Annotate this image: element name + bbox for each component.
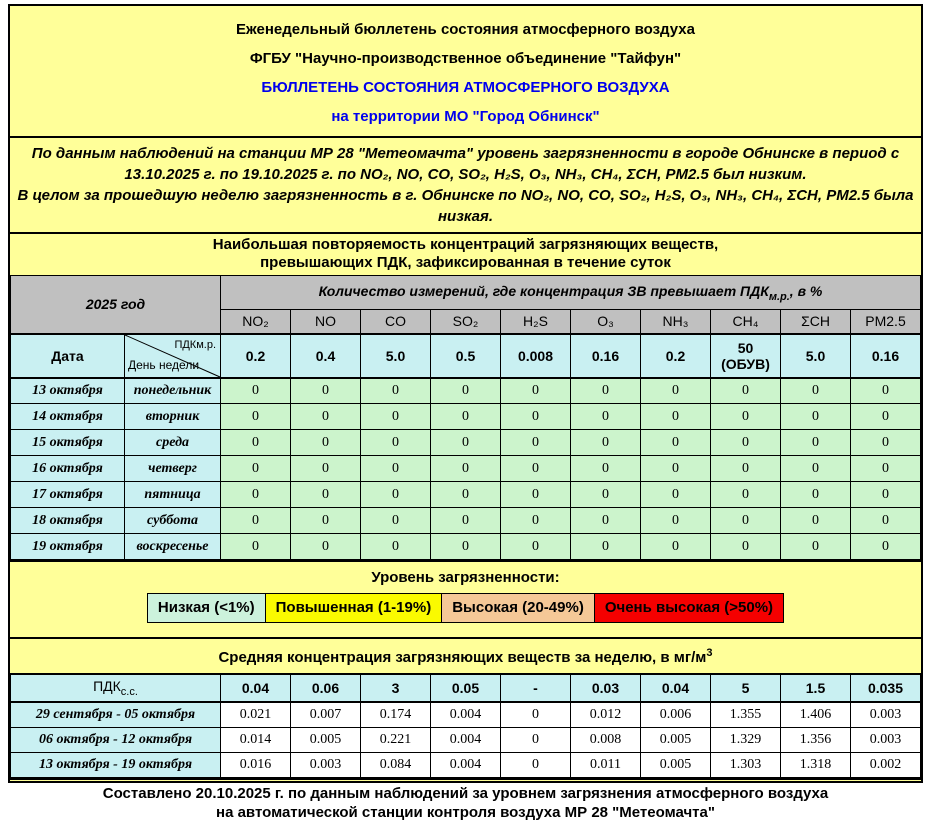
average-value-cell: 1.355	[711, 702, 781, 727]
exceedance-value-cell: 0	[571, 534, 641, 560]
pdk-mr-value-cell: 0.008	[501, 334, 571, 378]
measurements-header-cell	[221, 276, 921, 310]
average-value-cell: 0.004	[431, 727, 501, 752]
exceedance-value-cell: 0	[851, 508, 921, 534]
pdk-ss-value-cell: 1.5	[781, 674, 851, 702]
exceedance-value-cell: 0	[291, 378, 361, 404]
average-value-cell: 0.012	[571, 702, 641, 727]
exceedance-value-cell: 0	[361, 430, 431, 456]
week-period-cell: 29 сентября - 05 октября	[11, 702, 221, 727]
pdk-mr-row	[11, 334, 921, 378]
legend-item-label: Повышенная (1-19%)	[275, 599, 432, 616]
daily-row	[11, 534, 921, 560]
legend-scale	[10, 593, 921, 623]
exceedance-value-cell: 0	[431, 508, 501, 534]
diagonal-split-cell	[125, 334, 221, 378]
bulletin-title: БЮЛЛЕТЕНЬ СОСТОЯНИЯ АТМОСФЕРНОГО ВОЗДУХА	[261, 79, 670, 96]
exceedance-value-cell: 0	[361, 456, 431, 482]
average-value-cell: 0.007	[291, 702, 361, 727]
date-cell: 15 октября	[11, 430, 125, 456]
exceedance-value-cell: 0	[571, 456, 641, 482]
weekly-rows-body	[11, 702, 921, 777]
exceedance-value-cell: 0	[361, 482, 431, 508]
pdk-mr-label: ПДКм.р.	[174, 338, 216, 351]
pollution-level-legend	[10, 560, 921, 637]
exceedance-value-cell: 0	[431, 430, 501, 456]
exceedance-value-cell: 0	[291, 508, 361, 534]
exceedance-table-title	[10, 232, 921, 275]
average-value-cell: 0.003	[851, 702, 921, 727]
pdk-ss-value-cell: 0.04	[221, 674, 291, 702]
summary-line-1: По данным наблюдений на станции МР 28 "Метеомачта" уровень загрязненности в городе Обнинске в период с 13.10.2025 г. по 19.10.2025 г. по NO₂, NO, CO, SO₂, H₂S, O₃, NH₃, CH₄, ΣCH, PM2.5 был низким.	[31, 145, 900, 183]
daily-row	[11, 508, 921, 534]
exceedance-value-cell: 0	[361, 404, 431, 430]
pollutant-column-header: ΣCH	[781, 310, 851, 334]
exceedance-value-cell: 0	[851, 456, 921, 482]
footer-line-2: на автоматической станции контроля воздуха МР 28 "Метеомачта"	[216, 803, 715, 821]
average-value-cell: 0	[501, 727, 571, 752]
exceedance-value-cell: 0	[501, 482, 571, 508]
weekday-cell: пятница	[125, 482, 221, 508]
legend-item-label: Низкая (<1%)	[157, 599, 255, 616]
daily-row	[11, 378, 921, 404]
date-cell: 17 октября	[11, 482, 125, 508]
exceedance-value-cell: 0	[571, 378, 641, 404]
pollutant-column-header: O₃	[571, 310, 641, 334]
exceedance-value-cell: 0	[501, 456, 571, 482]
day-of-week-label: День недели	[128, 357, 200, 372]
exceedance-value-cell: 0	[641, 534, 711, 560]
exceedance-value-cell: 0	[781, 534, 851, 560]
weekday-cell: суббота	[125, 508, 221, 534]
exceedance-table	[10, 275, 921, 560]
exceedance-value-cell: 0	[431, 534, 501, 560]
pdk-ss-value-cell: 0.04	[641, 674, 711, 702]
average-value-cell: 0.003	[291, 752, 361, 777]
measurements-header-subscript: м.р.	[768, 290, 790, 303]
weekly-row	[11, 727, 921, 752]
pollutant-column-header: H₂S	[501, 310, 571, 334]
exceedance-value-cell: 0	[501, 404, 571, 430]
measurements-header-row	[11, 276, 921, 310]
average-value-cell: 1.406	[781, 702, 851, 727]
exceedance-value-cell: 0	[571, 508, 641, 534]
pollutant-column-header: NO	[291, 310, 361, 334]
daily-rows-body	[11, 378, 921, 560]
exceedance-value-cell: 0	[571, 430, 641, 456]
weekday-cell: воскресенье	[125, 534, 221, 560]
exceedance-value-cell: 0	[291, 430, 361, 456]
year-cell: 2025 год	[11, 276, 221, 334]
exceedance-value-cell: 0	[571, 404, 641, 430]
weekly-average-table-title	[10, 637, 921, 673]
average-value-cell: 0.021	[221, 702, 291, 727]
exceedance-value-cell: 0	[781, 430, 851, 456]
date-cell: 18 октября	[11, 508, 125, 534]
pdk-mr-value-cell: 0.2	[221, 334, 291, 378]
exceedance-value-cell: 0	[711, 404, 781, 430]
pdk-ss-row	[11, 674, 921, 702]
weekday-cell: вторник	[125, 404, 221, 430]
exceedance-value-cell: 0	[781, 378, 851, 404]
average-title-text: Средняя концентрация загрязняющих веществ за неделю, в мг/м	[218, 649, 707, 666]
exceedance-value-cell: 0	[501, 430, 571, 456]
document-footer	[10, 778, 921, 826]
document-header	[10, 6, 921, 136]
exceedance-value-cell: 0	[711, 508, 781, 534]
exceedance-value-cell: 0	[711, 456, 781, 482]
exceedance-value-cell: 0	[291, 482, 361, 508]
exceedance-value-cell: 0	[501, 534, 571, 560]
average-value-cell: 1.356	[781, 727, 851, 752]
average-value-cell: 0.016	[221, 752, 291, 777]
exceedance-value-cell: 0	[851, 404, 921, 430]
date-header-cell: Дата	[11, 334, 125, 378]
exceedance-value-cell: 0	[501, 378, 571, 404]
exceedance-value-cell: 0	[221, 456, 291, 482]
exceedance-value-cell: 0	[711, 430, 781, 456]
pollutant-column-header: NH₃	[641, 310, 711, 334]
pdk-mr-value-cell: 5.0	[361, 334, 431, 378]
exceedance-value-cell: 0	[641, 430, 711, 456]
pdk-ss-label-cell	[11, 674, 221, 702]
measurements-header-text: Количество измерений, где концентрация ЗВ превышает ПДК	[318, 282, 769, 299]
exceedance-value-cell: 0	[641, 508, 711, 534]
territory-subtitle: на территории МО "Город Обнинск"	[331, 108, 600, 125]
average-value-cell: 0.174	[361, 702, 431, 727]
exceedance-value-cell: 0	[221, 534, 291, 560]
pollutant-column-header: SO₂	[431, 310, 501, 334]
exceedance-value-cell: 0	[291, 456, 361, 482]
daily-row	[11, 456, 921, 482]
exceedance-value-cell: 0	[781, 508, 851, 534]
pdk-ss-value-cell: 5	[711, 674, 781, 702]
average-value-cell: 0.005	[291, 727, 361, 752]
summary-line-2: В целом за прошедшую неделю загрязненность в г. Обнинске по NO₂, NO, CO, SO₂, H₂S, O₃, NH₃, CH₄, ΣCH, PM2.5 была низкая.	[17, 187, 914, 225]
legend-item	[265, 593, 443, 623]
legend-item	[147, 593, 266, 623]
exceedance-value-cell: 0	[291, 404, 361, 430]
bulletin-page	[8, 4, 923, 821]
weekly-average-table	[10, 673, 921, 778]
average-value-cell: 0.005	[641, 752, 711, 777]
average-value-cell: 1.303	[711, 752, 781, 777]
exceedance-value-cell: 0	[431, 456, 501, 482]
average-value-cell: 0.004	[431, 752, 501, 777]
organization-line: ФГБУ "Научно-производственное объединение "Тайфун"	[249, 50, 682, 67]
average-title-superscript: 3	[706, 647, 713, 659]
legend-item	[441, 593, 595, 623]
exceedance-value-cell: 0	[851, 534, 921, 560]
exceedance-value-cell: 0	[361, 508, 431, 534]
legend-title: Уровень загрязненности:	[371, 569, 560, 586]
exceedance-value-cell: 0	[711, 482, 781, 508]
weekday-cell: понедельник	[125, 378, 221, 404]
exceedance-value-cell: 0	[361, 378, 431, 404]
exceedance-value-cell: 0	[221, 508, 291, 534]
exceedance-value-cell: 0	[571, 482, 641, 508]
weekly-bulletin-line: Еженедельный бюллетень состояния атмосферного воздуха	[236, 21, 695, 38]
pdk-ss-value-cell: 0.03	[571, 674, 641, 702]
pdk-ss-value-cell: 0.05	[431, 674, 501, 702]
pdk-mr-value-cell: 0.5	[431, 334, 501, 378]
exceedance-value-cell: 0	[291, 534, 361, 560]
exceedance-value-cell: 0	[781, 404, 851, 430]
average-value-cell: 0	[501, 702, 571, 727]
average-value-cell: 1.329	[711, 727, 781, 752]
pdk-ss-value-cell: 0.06	[291, 674, 361, 702]
average-value-cell: 0.004	[431, 702, 501, 727]
pdk-mr-value-cell: 0.4	[291, 334, 361, 378]
exceedance-value-cell: 0	[711, 378, 781, 404]
exceedance-value-cell: 0	[501, 508, 571, 534]
exceedance-value-cell: 0	[641, 404, 711, 430]
pollutant-column-header: CO	[361, 310, 431, 334]
average-value-cell: 0.011	[571, 752, 641, 777]
average-value-cell: 0.221	[361, 727, 431, 752]
average-value-cell: 0	[501, 752, 571, 777]
legend-item-label: Очень высокая (>50%)	[604, 599, 774, 616]
exceedance-value-cell: 0	[221, 404, 291, 430]
average-value-cell: 0.005	[641, 727, 711, 752]
pdk-mr-value-cell: 50 (ОБУВ)	[711, 334, 781, 378]
exceedance-value-cell: 0	[641, 482, 711, 508]
average-value-cell: 0.008	[571, 727, 641, 752]
average-value-cell: 1.318	[781, 752, 851, 777]
exceedance-value-cell: 0	[851, 430, 921, 456]
date-cell: 16 октября	[11, 456, 125, 482]
daily-row	[11, 430, 921, 456]
average-value-cell: 0.003	[851, 727, 921, 752]
exceedance-value-cell: 0	[781, 482, 851, 508]
footer-line-1: Составлено 20.10.2025 г. по данным наблюдений за уровнем загрязнения атмосферного воздуха	[102, 784, 829, 802]
exceedance-value-cell: 0	[851, 482, 921, 508]
exceedance-value-cell: 0	[781, 456, 851, 482]
exceedance-value-cell: 0	[361, 534, 431, 560]
exceedance-value-cell: 0	[431, 378, 501, 404]
measurements-header-suffix: , в %	[789, 282, 823, 299]
pdk-ss-value-cell: 0.035	[851, 674, 921, 702]
exceedance-value-cell: 0	[851, 378, 921, 404]
exceedance-value-cell: 0	[641, 456, 711, 482]
pdk-ss-value-cell: 3	[361, 674, 431, 702]
pdk-ss-label: ПДК	[93, 678, 121, 695]
date-cell: 14 октября	[11, 404, 125, 430]
exceedance-value-cell: 0	[641, 378, 711, 404]
pollutant-column-header: NO₂	[221, 310, 291, 334]
legend-item-label: Высокая (20-49%)	[452, 599, 584, 616]
pdk-ss-value-cell: -	[501, 674, 571, 702]
exceedance-value-cell: 0	[221, 430, 291, 456]
average-value-cell: 0.002	[851, 752, 921, 777]
date-cell: 19 октября	[11, 534, 125, 560]
weekday-cell: четверг	[125, 456, 221, 482]
weekly-row	[11, 702, 921, 727]
average-value-cell: 0.084	[361, 752, 431, 777]
weekly-row	[11, 752, 921, 777]
pdk-mr-value-cell: 0.2	[641, 334, 711, 378]
weekday-cell: среда	[125, 430, 221, 456]
exceedance-value-cell: 0	[711, 534, 781, 560]
pollutant-column-header: CH₄	[711, 310, 781, 334]
exceedance-value-cell: 0	[431, 482, 501, 508]
pdk-ss-subscript: с.с.	[120, 685, 138, 698]
average-value-cell: 0.014	[221, 727, 291, 752]
week-period-cell: 06 октября - 12 октября	[11, 727, 221, 752]
exceedance-title-line2: превышающих ПДК, зафиксированная в течение суток	[260, 254, 671, 271]
exceedance-value-cell: 0	[431, 404, 501, 430]
exceedance-value-cell: 0	[221, 482, 291, 508]
legend-item	[594, 593, 784, 623]
average-value-cell: 0.006	[641, 702, 711, 727]
summary-section	[10, 136, 921, 232]
pdk-mr-value-cell: 0.16	[571, 334, 641, 378]
exceedance-value-cell: 0	[221, 378, 291, 404]
daily-row	[11, 482, 921, 508]
pdk-mr-value-cell: 5.0	[781, 334, 851, 378]
week-period-cell: 13 октября - 19 октября	[11, 752, 221, 777]
pollutant-column-header: PM2.5	[851, 310, 921, 334]
pdk-mr-value-cell: 0.16	[851, 334, 921, 378]
daily-row	[11, 404, 921, 430]
date-cell: 13 октября	[11, 378, 125, 404]
exceedance-title-line1: Наибольшая повторяемость концентраций загрязняющих веществ,	[212, 236, 719, 253]
